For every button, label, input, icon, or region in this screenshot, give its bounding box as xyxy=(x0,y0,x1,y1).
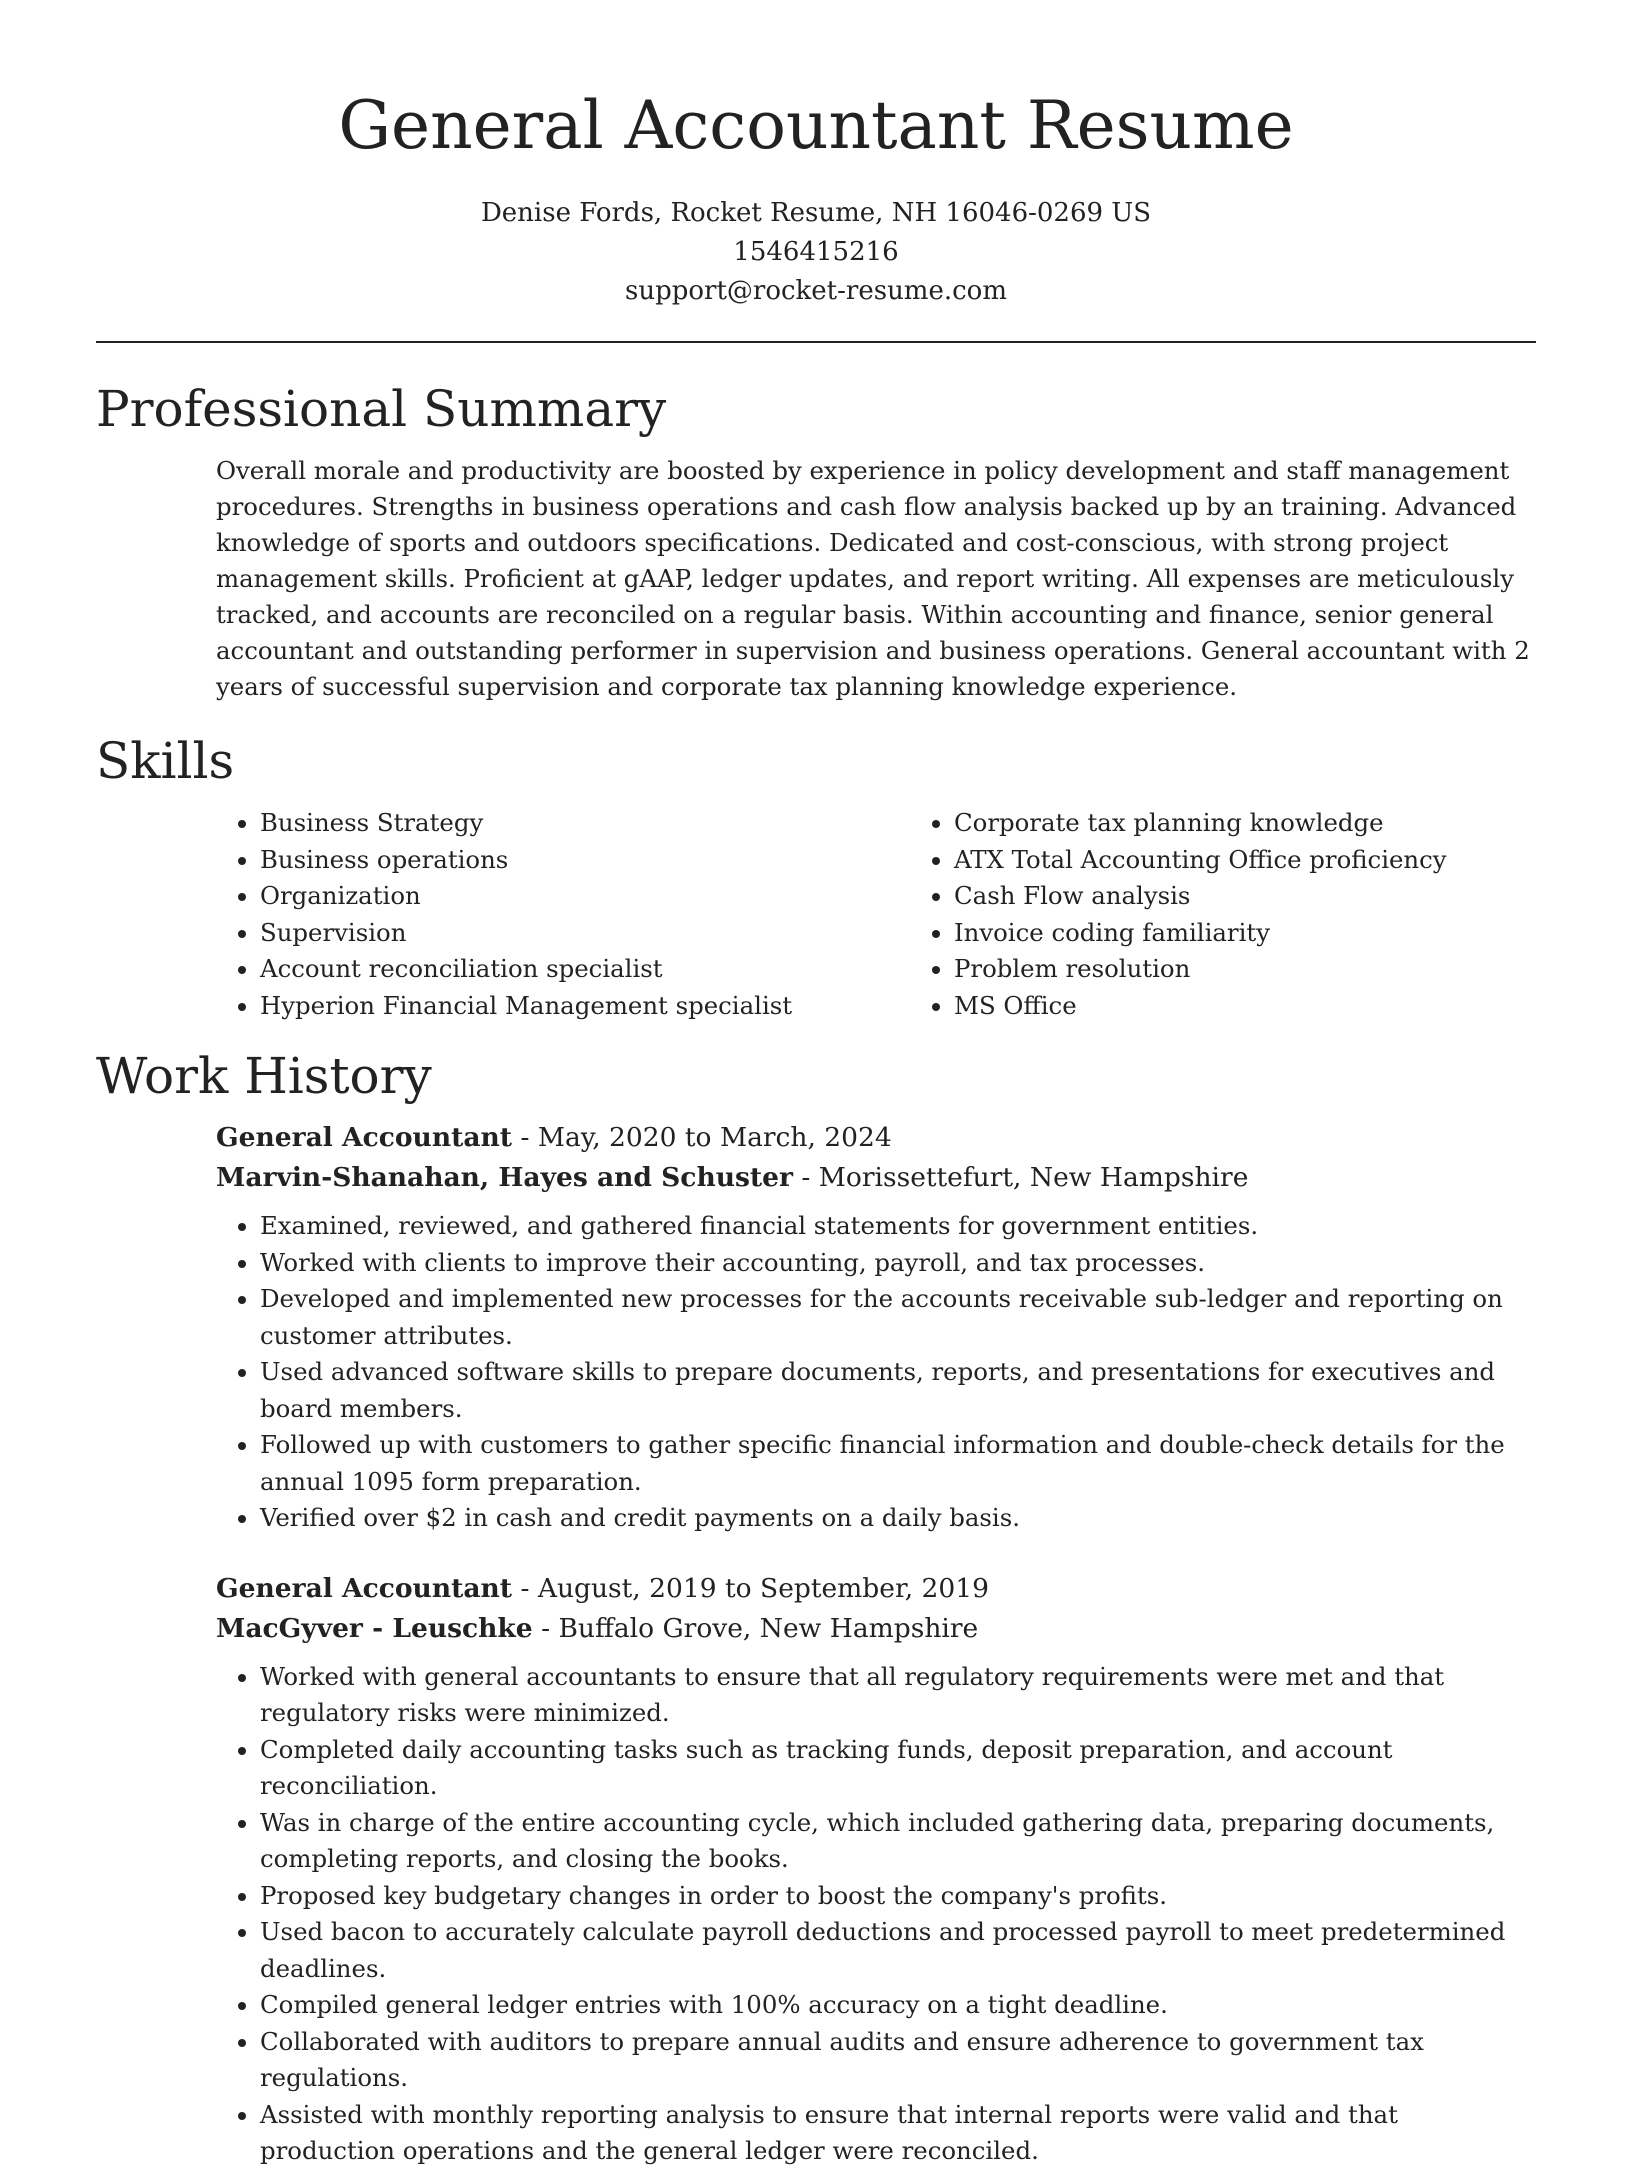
skill-item: • Hyperion Financial Management specialist xyxy=(260,988,910,1025)
job-title: General Accountant xyxy=(216,1122,513,1153)
job-duty-item: • Worked with clients to improve their accounting, payroll, and tax processes. xyxy=(260,1245,1536,1282)
job-duty-item: • Worked with general accountants to ensure that all regulatory requirements were met and that regulatory risks were minimized. xyxy=(260,1659,1536,1732)
skills-list-left xyxy=(216,805,910,1024)
skills-section xyxy=(96,729,1536,1024)
job-duty-item: • Was in charge of the entire accounting cycle, which included gathering data, preparing documents, completing reports, and closing the books. xyxy=(260,1805,1536,1878)
summary-paragraph: Overall morale and productivity are boosted by experience in policy development and staff management procedures. Strengths in business operations and cash flow analysis backed up by an training. Advanced knowledge of sports and outdoors specifications. Dedicated and cost-conscious, with strong project management skills. Proficient at gAAP, ledger updates, and report writing. All expenses are meticulously tracked, and accounts are reconciled on a regular basis. Within accounting and finance, senior general accountant and outstanding performer in supervision and business operations. General accountant with 2 years of successful supervision and corporate tax planning knowledge experience. xyxy=(216,456,1530,701)
skill-item: • Invoice coding familiarity xyxy=(954,915,1447,952)
job-company: Marvin-Shanahan, Hayes and Schuster xyxy=(216,1162,793,1193)
skill-item: • ATX Total Accounting Office proficiency xyxy=(954,842,1447,879)
section-heading-summary: Professional Summary xyxy=(96,380,667,438)
section-heading-work-history: Work History xyxy=(96,1047,432,1105)
skill-item: • Supervision xyxy=(260,915,910,952)
skill-item: • Problem resolution xyxy=(954,951,1447,988)
contact-block xyxy=(96,194,1536,311)
skills-grid xyxy=(216,805,1536,1024)
header-divider xyxy=(96,341,1536,343)
job-duty-item: • Completed daily accounting tasks such as tracking funds, deposit preparation, and account reconciliation. xyxy=(260,1732,1536,1805)
contact-address: Denise Fords, Rocket Resume, NH 16046-0269 US xyxy=(480,198,1152,228)
contact-phone: 1546415216 xyxy=(733,237,899,267)
job-location: - Morissettefurt, New Hampshire xyxy=(792,1162,1249,1193)
job-duties-list xyxy=(216,1208,1536,1537)
job-title-line xyxy=(216,1118,1536,1158)
job-duty-item: • Proposed key budgetary changes in order to boost the company's profits. xyxy=(260,1878,1536,1915)
skill-item: • Business operations xyxy=(260,842,910,879)
skill-item: • MS Office xyxy=(954,988,1447,1025)
job-duty-item: • Assisted with monthly reporting analysis to ensure that internal reports were valid and that production operations and the general ledger were reconciled. xyxy=(260,2097,1536,2170)
job-company-line xyxy=(216,1609,1536,1649)
skill-item: • Business Strategy xyxy=(260,805,910,842)
job-entry xyxy=(216,1118,1536,1537)
work-history-section xyxy=(96,1044,1536,2170)
job-duty-item: • Developed and implemented new processes for the accounts receivable sub-ledger and reporting on customer attributes. xyxy=(260,1281,1536,1354)
job-duty-item: • Compiled general ledger entries with 100% accuracy on a tight deadline. xyxy=(260,1987,1536,2024)
section-heading-skills: Skills xyxy=(96,732,235,790)
job-duty-item: • Examined, reviewed, and gathered financial statements for government entities. xyxy=(260,1208,1536,1245)
skill-item: • Organization xyxy=(260,878,910,915)
skill-item: • Corporate tax planning knowledge xyxy=(954,805,1447,842)
job-dates: - August, 2019 to September, 2019 xyxy=(512,1572,989,1604)
job-title-line xyxy=(216,1569,1536,1609)
job-company: MacGyver - Leuschke xyxy=(216,1612,533,1644)
job-title: General Accountant xyxy=(216,1572,513,1604)
job-duty-item: • Verified over $2 in cash and credit payments on a daily basis. xyxy=(260,1500,1536,1537)
resume-title: General Accountant Resume xyxy=(338,87,1294,164)
professional-summary-section xyxy=(96,377,1536,705)
job-entry xyxy=(216,1569,1536,2170)
resume-header xyxy=(96,0,1536,311)
job-location: - Buffalo Grove, New Hampshire xyxy=(532,1612,979,1644)
job-company-line xyxy=(216,1158,1536,1198)
skills-list-right xyxy=(910,805,1447,1024)
contact-email: support@rocket-resume.com xyxy=(624,276,1007,306)
job-duty-item: • Followed up with customers to gather specific financial information and double-check details for the annual 1095 form preparation. xyxy=(260,1427,1536,1500)
job-duty-item: • Used advanced software skills to prepare documents, reports, and presentations for executives and board members. xyxy=(260,1354,1536,1427)
skill-item: • Account reconciliation specialist xyxy=(260,951,910,988)
job-duty-item: • Collaborated with auditors to prepare annual audits and ensure adherence to government tax regulations. xyxy=(260,2024,1536,2097)
job-duty-item: • Used bacon to accurately calculate payroll deductions and processed payroll to meet predetermined deadlines. xyxy=(260,1914,1536,1987)
skill-item: • Cash Flow analysis xyxy=(954,878,1447,915)
job-duties-list xyxy=(216,1659,1536,2170)
job-dates: - May, 2020 to March, 2024 xyxy=(512,1122,892,1153)
